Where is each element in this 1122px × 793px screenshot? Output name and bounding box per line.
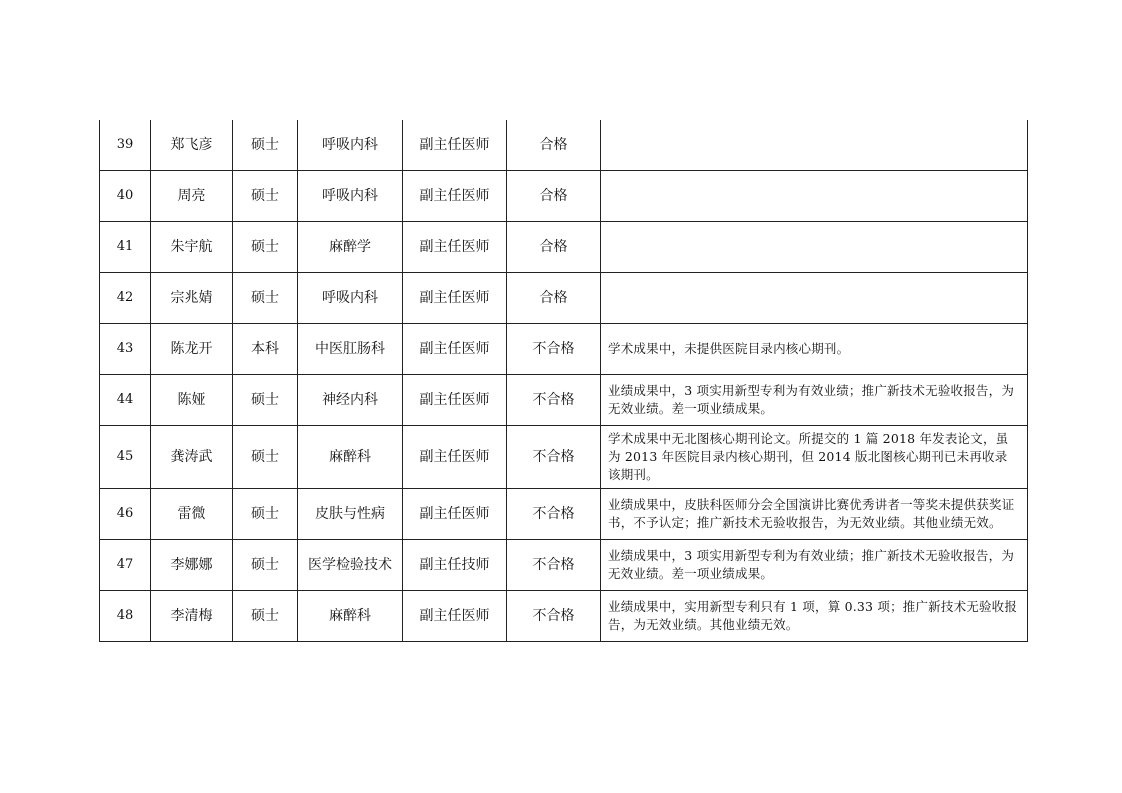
job-title: 副主任医师 bbox=[403, 489, 507, 540]
department: 麻醉科 bbox=[298, 591, 403, 642]
remark: 学术成果中，未提供医院目录内核心期刊。 bbox=[601, 324, 1028, 375]
result: 合格 bbox=[507, 222, 601, 273]
department: 神经内科 bbox=[298, 375, 403, 426]
job-title: 副主任医师 bbox=[403, 591, 507, 642]
department: 呼吸内科 bbox=[298, 120, 403, 171]
row-number: 48 bbox=[100, 591, 151, 642]
person-name: 郑飞彦 bbox=[151, 120, 233, 171]
job-title: 副主任医师 bbox=[403, 426, 507, 489]
result: 不合格 bbox=[507, 324, 601, 375]
person-name: 李清梅 bbox=[151, 591, 233, 642]
table-row bbox=[100, 426, 1028, 489]
row-number: 44 bbox=[100, 375, 151, 426]
degree: 硕士 bbox=[233, 591, 298, 642]
results-table bbox=[99, 120, 1028, 642]
job-title: 副主任医师 bbox=[403, 273, 507, 324]
row-number: 40 bbox=[100, 171, 151, 222]
person-name: 宗兆婧 bbox=[151, 273, 233, 324]
person-name: 李娜娜 bbox=[151, 540, 233, 591]
remark bbox=[601, 171, 1028, 222]
row-number: 41 bbox=[100, 222, 151, 273]
table-row bbox=[100, 273, 1028, 324]
person-name: 龚涛武 bbox=[151, 426, 233, 489]
result: 不合格 bbox=[507, 540, 601, 591]
person-name: 陈龙开 bbox=[151, 324, 233, 375]
department: 麻醉科 bbox=[298, 426, 403, 489]
table-row bbox=[100, 591, 1028, 642]
remark bbox=[601, 120, 1028, 171]
table-row bbox=[100, 540, 1028, 591]
result: 合格 bbox=[507, 171, 601, 222]
job-title: 副主任医师 bbox=[403, 324, 507, 375]
job-title: 副主任医师 bbox=[403, 375, 507, 426]
table-row bbox=[100, 324, 1028, 375]
person-name: 雷微 bbox=[151, 489, 233, 540]
result: 不合格 bbox=[507, 375, 601, 426]
degree: 硕士 bbox=[233, 171, 298, 222]
result: 合格 bbox=[507, 120, 601, 171]
degree: 硕士 bbox=[233, 540, 298, 591]
result: 合格 bbox=[507, 273, 601, 324]
remark: 业绩成果中，3 项实用新型专利为有效业绩；推广新技术无验收报告，为无效业绩。差一项业绩成果。 bbox=[601, 540, 1028, 591]
degree: 本科 bbox=[233, 324, 298, 375]
row-number: 43 bbox=[100, 324, 151, 375]
row-number: 47 bbox=[100, 540, 151, 591]
row-number: 46 bbox=[100, 489, 151, 540]
person-name: 朱宇航 bbox=[151, 222, 233, 273]
degree: 硕士 bbox=[233, 375, 298, 426]
department: 中医肛肠科 bbox=[298, 324, 403, 375]
department: 医学检验技术 bbox=[298, 540, 403, 591]
job-title: 副主任技师 bbox=[403, 540, 507, 591]
remark: 业绩成果中，实用新型专利只有 1 项，算 0.33 项；推广新技术无验收报告，为无效业绩。其他业绩无效。 bbox=[601, 591, 1028, 642]
result: 不合格 bbox=[507, 591, 601, 642]
table-row bbox=[100, 120, 1028, 171]
row-number: 39 bbox=[100, 120, 151, 171]
row-number: 42 bbox=[100, 273, 151, 324]
result: 不合格 bbox=[507, 426, 601, 489]
table-row bbox=[100, 222, 1028, 273]
department: 呼吸内科 bbox=[298, 273, 403, 324]
degree: 硕士 bbox=[233, 273, 298, 324]
result: 不合格 bbox=[507, 489, 601, 540]
department: 呼吸内科 bbox=[298, 171, 403, 222]
remark bbox=[601, 273, 1028, 324]
row-number: 45 bbox=[100, 426, 151, 489]
department: 皮肤与性病 bbox=[298, 489, 403, 540]
job-title: 副主任医师 bbox=[403, 171, 507, 222]
degree: 硕士 bbox=[233, 120, 298, 171]
degree: 硕士 bbox=[233, 426, 298, 489]
remark: 业绩成果中，皮肤科医师分会全国演讲比赛优秀讲者一等奖未提供获奖证书，不予认定；推广新技术无验收报告，为无效业绩。其他业绩无效。 bbox=[601, 489, 1028, 540]
person-name: 周亮 bbox=[151, 171, 233, 222]
department: 麻醉学 bbox=[298, 222, 403, 273]
table-row bbox=[100, 489, 1028, 540]
degree: 硕士 bbox=[233, 222, 298, 273]
remark bbox=[601, 222, 1028, 273]
results-table-container bbox=[99, 120, 1027, 642]
job-title: 副主任医师 bbox=[403, 222, 507, 273]
table-row bbox=[100, 375, 1028, 426]
remark: 业绩成果中，3 项实用新型专利为有效业绩；推广新技术无验收报告，为无效业绩。差一项业绩成果。 bbox=[601, 375, 1028, 426]
degree: 硕士 bbox=[233, 489, 298, 540]
remark: 学术成果中无北图核心期刊论文。所提交的 1 篇 2018 年发表论文，虽为 2013 年医院目录内核心期刊，但 2014 版北图核心期刊已未再收录该期刊。 bbox=[601, 426, 1028, 489]
job-title: 副主任医师 bbox=[403, 120, 507, 171]
table-row bbox=[100, 171, 1028, 222]
person-name: 陈娅 bbox=[151, 375, 233, 426]
